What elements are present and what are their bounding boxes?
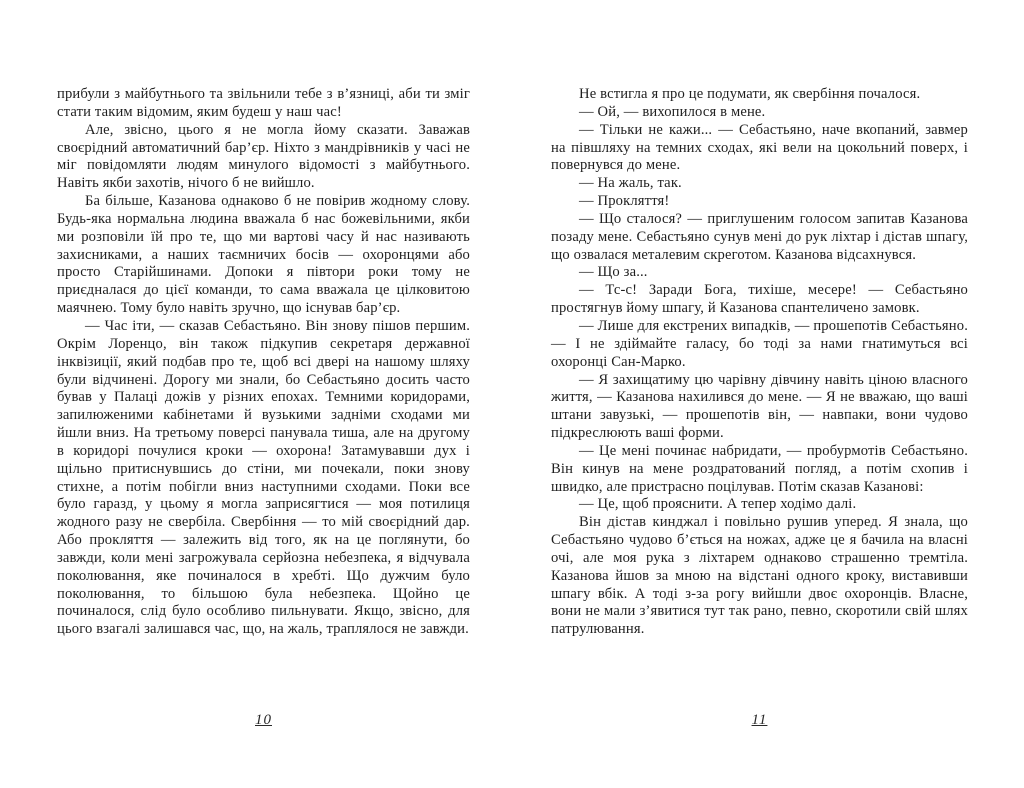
paragraph: — Це мені починає набридати, — пробурмотів Себастьяно. Він кинув на мене роздратований погляд, а потім схопив і швидко, але пристрасно поцілував. Потім сказав Казанові: [551,442,968,495]
paragraph: — На жаль, так. [579,175,682,192]
left-page-text [57,86,470,639]
paragraph: — Ой, — вихопилося в мене. [579,103,766,120]
paragraph: — Тс-с! Заради Бога, тихіше, месере! — Себастьяно простягнув йому шпагу, й Казанова спантеличено замовк. [551,282,968,317]
paragraph: — Що сталося? — приглушеним голосом запитав Казанова позаду мене. Себастьяно сунув мені до рук ліхтар і дістав шпагу, що озвалася металевим скреготом. Казанова відсахнувся. [551,210,968,263]
paragraph: — Що за... [579,264,648,281]
paragraph: Він дістав кинджал і повільно рушив уперед. Я знала, що Себастьяно чудово б’ється на ножах, адже це я бачила на власні очі, але моя рука з ліхтарем однаково страшенно тремтіла. Казанова йшов за мною на відстані одного кроку, виставивши шпагу вбік. А тоді з-за рогу вийшли двоє охоронців. Власне, вони не мали з’явитися тут так рано, певно, скоротили свій шлях патрулювання. [551,514,968,638]
page-number-right: 11 [751,712,768,728]
paragraph: Не встигла я про це подумати, як свербіння почалося. [579,86,921,102]
paragraph: — Прокляття! [579,193,670,210]
right-page-text [551,86,968,639]
paragraph: — Я захищатиму цю чарівну дівчину навіть ціною власного життя, — Казанова нахилився до мене. — Я не вважаю, що ваші штани завузькі, — прошепотів він, — навпаки, вони чудово підкреслюють ваші форми. [551,371,968,442]
paragraph: — Час іти, — сказав Себастьяно. Він знову пішов першим. Окрім Лоренцо, він також підкупив секретаря державної інквізиції, який подбав про те, щоб всі двері на нашому шляху були відчинені. Дорогу ми знали, бо Себастьяно досить часто бував у Палаці дожів у різних епохах. Темними коридорами, запилюженими кабінетами й вузькими задніми сходами ми йшли вниз. На третьому поверсі панувала тиша, але на другому в коридорі почулися кроки — охорона! Затамувавши дух і щільно притиснувшись до стіни, ми почекали, поки знову стихне, а потім побігли вниз наступними сходами. Поки все було гаразд, у цьому я могла заприсягтися — моя потилиця жодного разу не свербіла. Свербіння — то мій своєрідний дар. Або прокляття — залежить від того, як на це поглянути, бо завжди, коли мені загрожувала серйозна небезпека, я відчувала поколювання, яке починалося в хребті. Що дужчим було поколювання, то більшою була небезпека. Щойно це починалося, слід було особливо пильнувати. Якщо, звісно, для цього взагалі залишався час, що, на жаль, траплялося не завжди. [57,317,470,638]
paragraph: — Це, щоб прояснити. А тепер ходімо далі. [579,496,857,513]
paragraph: — Лише для екстрених випадків, — прошепотів Себастьяно. — І не здіймайте галасу, бо тоді за нами гнатимуться всі охоронці Сан-Марко. [551,317,968,370]
paragraph: — Тільки не кажи... — Себастьяно, наче вкопаний, завмер на півшляху на темних сходах, які вели на цокольний поверх, і повернувся до мене. [551,121,968,174]
paragraph: прибули з майбутнього та звільнили тебе з в’язниці, аби ти зміг стати таким відомим, яким будеш у наш час! [57,86,470,120]
paragraph: Але, звісно, цього я не могла йому сказати. Заважав своєрідний автоматичний бар’єр. Ніхто з мандрівників у часі не міг повідомляти людям минулого відомості з майбутнього. Навіть якби захотів, нічого б не вийшло. [57,121,470,192]
page-number-left: 10 [255,712,272,728]
paragraph: Ба більше, Казанова однаково б не повірив жодному слову. Будь-яка нормальна людина вважала б нас божевільними, якби ми розповіли їй про те, що ми вартові часу й нас називають захисниками, а наших таємничих босів — охоронцями або просто Старійшинами. Допоки я півтори роки тому не приєдналася до цієї команди, то сама вважала це цілковитою маячнею. Тому було навіть зручно, що існував бар’єр. [57,193,470,317]
